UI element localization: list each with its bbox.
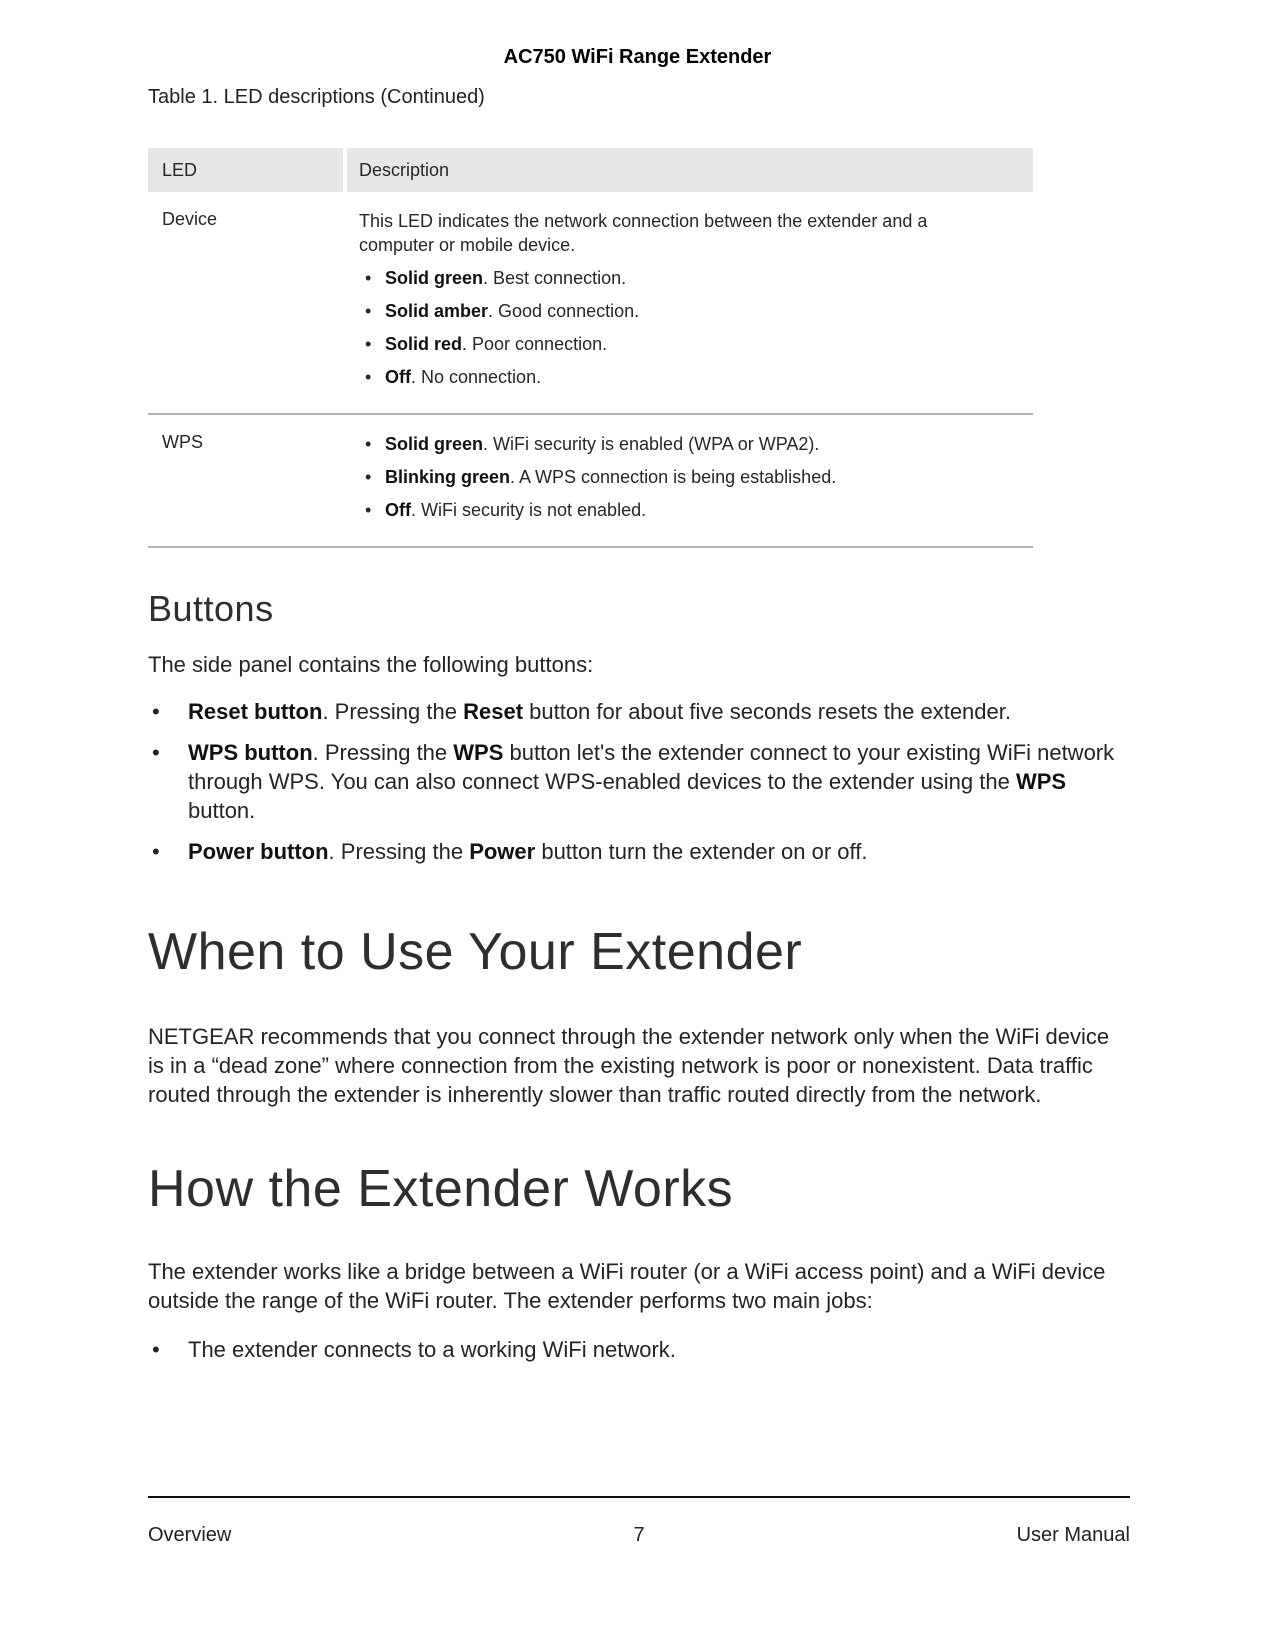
bold-term: WPS	[453, 740, 504, 765]
led-state-item: • Solid green. Best connection.	[359, 266, 1033, 290]
table-caption: Table 1. LED descriptions (Continued)	[148, 86, 485, 108]
list-item: • WPS button. Pressing the WPS button let's the extender connect to your existing WiFi network through WPS. You can also connect WPS-enabled devices to the extender using the WPS button.	[148, 738, 1130, 825]
led-state-item: • Solid red. Poor connection.	[359, 332, 1033, 356]
bold-term: Power button	[188, 839, 329, 864]
led-state-item: • Off. WiFi security is not enabled.	[359, 498, 1033, 522]
led-name-cell: WPS	[162, 432, 204, 452]
bold-term: Solid amber	[385, 301, 489, 321]
footer-document-name: User Manual	[1016, 1524, 1130, 1546]
buttons-intro: The side panel contains the following buttons:	[148, 652, 594, 677]
bold-term: Solid green	[385, 434, 484, 454]
footer-section-name: Overview	[148, 1524, 232, 1546]
bold-term: WPS button	[188, 740, 313, 765]
footer-page-number: 7	[633, 1524, 645, 1546]
led-description-cell	[347, 200, 1033, 389]
table-row-device	[148, 192, 1033, 413]
led-state-item: • Off. No connection.	[359, 365, 1033, 389]
bold-term: Off	[385, 500, 411, 520]
led-state-list	[359, 266, 1033, 389]
bold-term: Reset button	[188, 699, 323, 724]
list-item: • The extender connects to a working WiFi network.	[148, 1335, 1130, 1364]
bold-term: Solid green	[385, 268, 484, 288]
footer-divider	[148, 1496, 1130, 1498]
led-state-item: • Solid amber. Good connection.	[359, 299, 1033, 323]
section-heading-buttons: Buttons	[148, 588, 274, 629]
bold-term: Solid red	[385, 334, 463, 354]
page-title: AC750 WiFi Range Extender	[503, 46, 772, 68]
buttons-list	[148, 697, 1130, 866]
led-description-intro: This LED indicates the network connection between the extender and a computer or mobile device.	[359, 211, 928, 255]
page-footer	[148, 1524, 1130, 1547]
led-table	[148, 148, 1033, 548]
page-content	[148, 0, 1130, 1364]
list-item: • Power button. Pressing the Power button turn the extender on or off.	[148, 837, 1130, 866]
bold-term: Power	[469, 839, 536, 864]
led-state-item: • Blinking green. A WPS connection is being established.	[359, 465, 1033, 489]
led-state-item: • Solid green. WiFi security is enabled (WPA or WPA2).	[359, 432, 1033, 456]
led-name-cell: Device	[162, 209, 218, 229]
section-heading-when-to-use: When to Use Your Extender	[148, 923, 803, 981]
column-header-led: LED	[148, 148, 343, 192]
list-item: • Reset button. Pressing the Reset button for about five seconds resets the extender.	[148, 697, 1130, 726]
how-it-works-list	[148, 1335, 1130, 1364]
bold-term: WPS	[1015, 769, 1067, 794]
led-state-list	[359, 432, 1033, 522]
bold-term: Off	[385, 367, 411, 387]
led-table-header	[148, 148, 1033, 192]
table-row-divider	[148, 546, 1033, 548]
section-heading-how-it-works: How the Extender Works	[148, 1160, 734, 1218]
column-header-description: Description	[347, 148, 1033, 192]
bold-term: Blinking green	[385, 467, 511, 487]
how-it-works-paragraph: The extender works like a bridge between a WiFi router (or a WiFi access point) and a WiFi device outside the range of the WiFi router. The extender performs two main jobs:	[148, 1259, 1106, 1313]
led-table-body	[148, 192, 1033, 548]
table-row-wps	[148, 415, 1033, 546]
bold-term: Reset	[463, 699, 524, 724]
led-description-cell	[347, 423, 1033, 522]
when-to-use-paragraph: NETGEAR recommends that you connect through the extender network only when the WiFi device is in a “dead zone” where connection from the existing network is poor or nonexistent. Data traffic routed through the extender is inherently slower than traffic routed directly from the network.	[148, 1024, 1110, 1107]
